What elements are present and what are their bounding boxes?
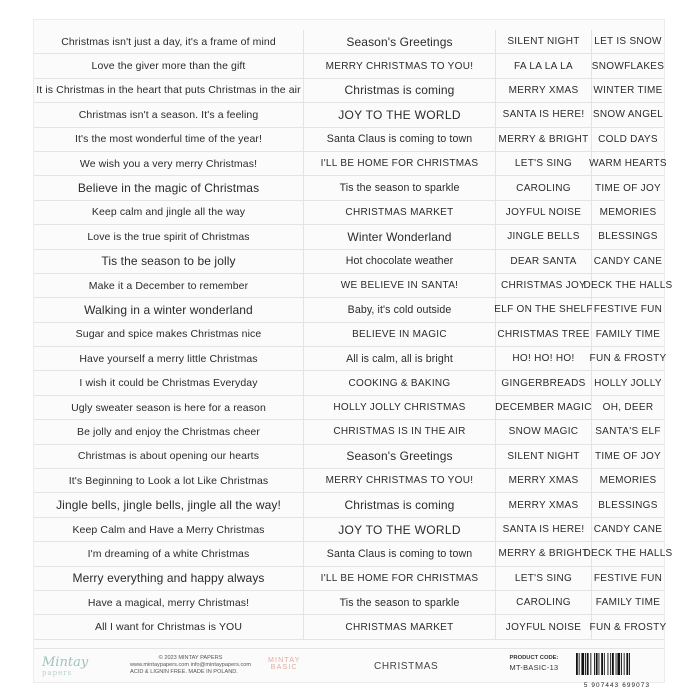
sticker-label-col2: Santa Claus is coming to town (304, 128, 496, 152)
sticker-label-col4: OH, DEER (592, 396, 664, 420)
sticker-label-col3: MERRY XMAS (496, 493, 592, 517)
sticker-label-col1: Have a magical, merry Christmas! (34, 591, 304, 615)
sticker-label-col1: Be jolly and enjoy the Christmas cheer (34, 420, 304, 444)
sticker-label-col3: SNOW MAGIC (496, 420, 592, 444)
sticker-label-col3: DECEMBER MAGIC (496, 396, 592, 420)
sticker-label-col1: Merry everything and happy always (34, 567, 304, 591)
sticker-label-col4: FUN & FROSTY (592, 615, 664, 639)
mintay-basic-brand (268, 657, 301, 671)
product-code: MT-BASIC-13 (509, 663, 559, 672)
sticker-label-col1: Tis the season to be jolly (34, 250, 304, 274)
sticker-label-col1: Love is the true spirit of Christmas (34, 225, 304, 249)
sticker-label-col1: Ugly sweater season is here for a reason (34, 396, 304, 420)
sticker-label-col2: WE BELIEVE IN SANTA! (304, 274, 496, 298)
sticker-label-col4: CANDY CANE (592, 518, 664, 542)
sheet-footer (34, 648, 664, 689)
sticker-label-col3: FA LA LA LA (496, 54, 592, 78)
sticker-label-col3: CAROLING (496, 176, 592, 200)
sticker-label-col3: GINGERBREADS (496, 371, 592, 395)
sticker-label-col3: SILENT NIGHT (496, 30, 592, 54)
sticker-label-col1: It's the most wonderful time of the year! (34, 128, 304, 152)
sticker-label-col4: SNOW ANGEL (592, 103, 664, 127)
sticker-label-col3: CHRISTMAS JOY (496, 274, 592, 298)
sticker-label-col4: DECK THE HALLS (592, 542, 664, 566)
sticker-label-col1: Christmas is about opening our hearts (34, 445, 304, 469)
sticker-label-col3: MERRY & BRIGHT (496, 128, 592, 152)
product-code-label: PRODUCT CODE: (509, 655, 559, 661)
sticker-label-col3: LET'S SING (496, 152, 592, 176)
sticker-label-col3: LET'S SING (496, 567, 592, 591)
sticker-label-col3: JINGLE BELLS (496, 225, 592, 249)
sticker-label-col2: Santa Claus is coming to town (304, 542, 496, 566)
sticker-label-col2: CHRISTMAS IS IN THE AIR (304, 420, 496, 444)
sticker-label-col2: Winter Wonderland (304, 225, 496, 249)
sticker-label-col4: TIME OF JOY (592, 176, 664, 200)
logo-script: Mintay (42, 655, 89, 670)
sticker-label-col3: CHRISTMAS TREE (496, 323, 592, 347)
notice-text: ACID & LIGNIN FREE. MADE IN POLAND. (130, 669, 238, 676)
sticker-label-col4: FESTIVE FUN (592, 298, 664, 322)
sticker-label-col3: JOYFUL NOISE (496, 615, 592, 639)
sticker-label-col1: Keep calm and jingle all the way (34, 201, 304, 225)
sticker-label-col1: We wish you a very merry Christmas! (34, 152, 304, 176)
sticker-label-col1: I'm dreaming of a white Christmas (34, 542, 304, 566)
sticker-label-col4: BLESSINGS (592, 493, 664, 517)
sticker-label-col4: HOLLY JOLLY (592, 371, 664, 395)
sticker-label-col1: Jingle bells, jingle bells, jingle all the way! (34, 493, 304, 517)
sticker-label-col2: CHRISTMAS MARKET (304, 615, 496, 639)
sticker-label-col2: JOY TO THE WORLD (304, 103, 496, 127)
sticker-label-col3: HO! HO! HO! (496, 347, 592, 371)
sticker-label-col2: MERRY CHRISTMAS TO YOU! (304, 469, 496, 493)
sticker-label-col2: All is calm, all is bright (304, 347, 496, 371)
sticker-label-col1: Have yourself a merry little Christmas (34, 347, 304, 371)
sticker-label-col3: MERRY XMAS (496, 79, 592, 103)
sticker-label-col2: Baby, it's cold outside (304, 298, 496, 322)
contact-text: www.mintaypapers.com info@mintaypapers.com (130, 662, 252, 669)
sticker-label-col2: Christmas is coming (304, 493, 496, 517)
sticker-label-col2: I'LL BE HOME FOR CHRISTMAS (304, 152, 496, 176)
sticker-label-col2: JOY TO THE WORLD (304, 518, 496, 542)
mintay-logo (42, 657, 88, 679)
sticker-label-col4: SANTA'S ELF (592, 420, 664, 444)
sticker-label-col2: Christmas is coming (304, 79, 496, 103)
sticker-label-col1: It's Beginning to Look a lot Like Christmas (34, 469, 304, 493)
sticker-label-col1: Walking in a winter wonderland (34, 298, 304, 322)
sticker-label-col4: TIME OF JOY (592, 445, 664, 469)
sticker-label-col4: FESTIVE FUN (592, 567, 664, 591)
sticker-label-col1: Christmas isn't just a day, it's a frame of mind (34, 30, 304, 54)
sticker-label-col2: CHRISTMAS MARKET (304, 201, 496, 225)
sticker-label-col2: Season's Greetings (304, 445, 496, 469)
sticker-label-col4: WINTER TIME (592, 79, 664, 103)
sticker-label-col1: All I want for Christmas is YOU (34, 615, 304, 639)
sticker-label-col1: Love the giver more than the gift (34, 54, 304, 78)
sticker-label-col3: SILENT NIGHT (496, 445, 592, 469)
collection-name: CHRISTMAS (374, 661, 439, 672)
sticker-label-col3: MERRY XMAS (496, 469, 592, 493)
sticker-label-col3: DEAR SANTA (496, 250, 592, 274)
sticker-label-col4: MEMORIES (592, 201, 664, 225)
sticker-label-col3: JOYFUL NOISE (496, 201, 592, 225)
sticker-label-col4: FAMILY TIME (592, 591, 664, 615)
sticker-sheet (34, 20, 673, 689)
barcode-number: 5 907443 699073 (583, 682, 651, 689)
sticker-label-col2: Tis the season to sparkle (304, 176, 496, 200)
sticker-label-col2: HOLLY JOLLY CHRISTMAS (304, 396, 496, 420)
sticker-label-col1: Keep Calm and Have a Merry Christmas (34, 518, 304, 542)
sticker-label-col2: Tis the season to sparkle (304, 591, 496, 615)
sticker-label-col2: Season's Greetings (304, 30, 496, 54)
sticker-label-col4: FAMILY TIME (592, 323, 664, 347)
logo-sub: papers (42, 669, 73, 677)
brand-top: MINTAY (268, 657, 301, 664)
sticker-label-col4: BLESSINGS (592, 225, 664, 249)
sticker-label-col1: Christmas isn't a season. It's a feeling (34, 103, 304, 127)
sticker-label-col3: SANTA IS HERE! (496, 103, 592, 127)
barcode (574, 653, 660, 689)
sticker-label-col1: Sugar and spice makes Christmas nice (34, 323, 304, 347)
sticker-label-col2: I'LL BE HOME FOR CHRISTMAS (304, 567, 496, 591)
sticker-label-col4: COLD DAYS (592, 128, 664, 152)
sticker-label-col1: I wish it could be Christmas Everyday (34, 371, 304, 395)
sticker-label-col4: CANDY CANE (592, 250, 664, 274)
barcode-bars-icon (574, 653, 660, 679)
brand-bottom: BASIC (270, 664, 298, 671)
sticker-label-col4: SNOWFLAKES (592, 54, 664, 78)
sticker-label-col4: FUN & FROSTY (592, 347, 664, 371)
sticker-label-col4: LET IS SNOW (592, 30, 664, 54)
sticker-label-col1: Believe in the magic of Christmas (34, 176, 304, 200)
sticker-grid (34, 30, 673, 640)
sticker-label-col3: MERRY & BRIGHT (496, 542, 592, 566)
sticker-label-col4: MEMORIES (592, 469, 664, 493)
sticker-label-col3: CAROLING (496, 591, 592, 615)
sticker-label-col4: DECK THE HALLS (592, 274, 664, 298)
sticker-label-col2: Hot chocolate weather (304, 250, 496, 274)
sticker-label-col3: ELF ON THE SHELF (496, 298, 592, 322)
sticker-label-col4: WARM HEARTS (592, 152, 664, 176)
sticker-label-col2: BELIEVE IN MAGIC (304, 323, 496, 347)
sticker-label-col2: COOKING & BAKING (304, 371, 496, 395)
sticker-label-col2: MERRY CHRISTMAS TO YOU! (304, 54, 496, 78)
sticker-label-col1: Make it a December to remember (34, 274, 304, 298)
copyright-block (130, 655, 251, 677)
sticker-label-col1: It is Christmas in the heart that puts Christmas in the air (34, 79, 304, 103)
copyright-text: © 2023 MINTAY PAPERS (158, 655, 223, 661)
sticker-label-col3: SANTA IS HERE! (496, 518, 592, 542)
